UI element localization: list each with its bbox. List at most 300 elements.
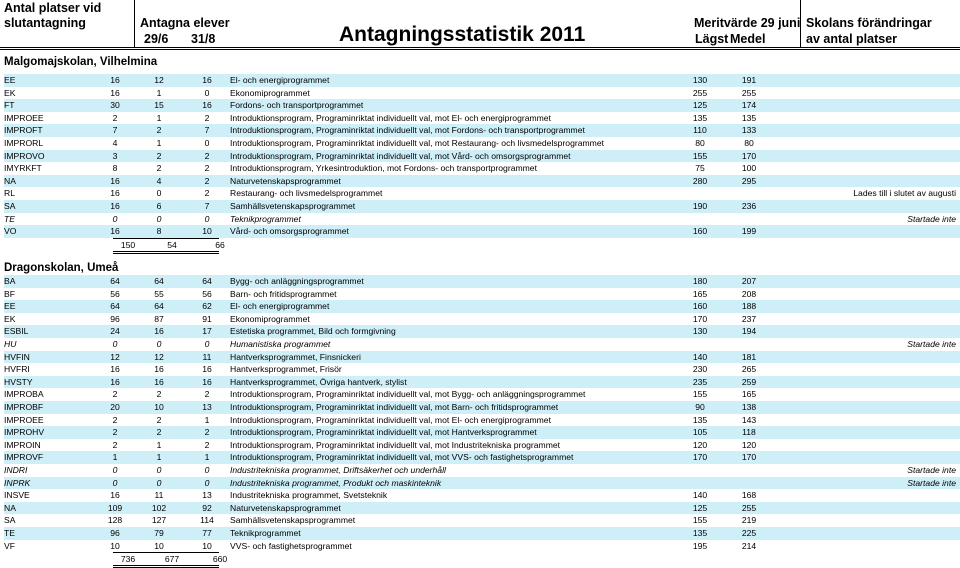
row-code: HVFRI [4, 364, 30, 375]
row-accepted-jun: 16 [154, 364, 164, 375]
row-code: HVSTY [4, 376, 33, 387]
row-places: 0 [112, 213, 118, 224]
table-row [4, 514, 960, 527]
table-row [4, 351, 960, 364]
table-row [4, 388, 960, 401]
row-merit-median: 219 [741, 515, 757, 526]
row-accepted-jun: 10 [154, 540, 164, 551]
row-program: El- och energiprogrammet [230, 301, 330, 312]
row-accepted-aug: 0 [204, 465, 210, 475]
row-merit-lowest: 135 [692, 112, 708, 123]
row-merit-median: 100 [741, 163, 757, 174]
row-accepted-aug: 1 [204, 414, 210, 425]
row-note: Startade inte [907, 477, 956, 488]
row-places: 7 [112, 125, 118, 136]
row-merit-median: 199 [741, 226, 757, 237]
row-merit-median: 181 [741, 351, 757, 362]
row-program: Hantverksprogrammet, Frisör [230, 364, 342, 375]
row-merit-lowest: 155 [692, 515, 708, 526]
row-places: 2 [112, 112, 118, 123]
table-row [4, 376, 960, 389]
school-title: Dragonskolan, Umeå [4, 262, 119, 274]
row-accepted-aug: 2 [204, 188, 210, 199]
row-accepted-jun: 16 [154, 376, 164, 387]
row-accepted-aug: 2 [204, 175, 210, 186]
row-accepted-jun: 10 [154, 402, 164, 412]
header-divider [134, 0, 135, 47]
row-accepted-aug: 17 [202, 326, 212, 337]
row-merit-median: 80 [744, 138, 754, 148]
row-accepted-jun: 1 [156, 87, 162, 98]
row-program: Hantverksprogrammet, Övriga hantverk, stylist [230, 376, 407, 387]
row-merit-lowest: 110 [693, 125, 707, 136]
row-accepted-jun: 0 [156, 339, 162, 349]
row-merit-lowest: 230 [692, 364, 708, 375]
row-accepted-aug: 114 [200, 515, 214, 526]
row-places: 2 [112, 414, 118, 425]
row-merit-lowest: 190 [692, 201, 708, 211]
table-row [4, 363, 960, 376]
row-accepted-jun: 0 [156, 188, 162, 199]
row-places: 30 [110, 100, 120, 111]
row-accepted-aug: 1 [204, 452, 210, 463]
row-places: 0 [112, 339, 118, 349]
header-merit-label: Meritvärde 29 juni [694, 16, 801, 30]
row-code: INDRI [4, 465, 28, 475]
row-places: 16 [110, 201, 120, 211]
row-accepted-aug: 62 [202, 301, 212, 312]
row-code: EK [4, 87, 16, 98]
row-accepted-jun: 1 [156, 452, 162, 463]
row-places: 10 [110, 540, 120, 551]
table-row [4, 187, 960, 200]
row-merit-lowest: 255 [692, 87, 708, 98]
row-merit-median: 170 [741, 452, 757, 463]
row-merit-lowest: 120 [692, 439, 708, 450]
row-accepted-aug: 0 [204, 477, 210, 488]
row-accepted-jun: 0 [156, 465, 162, 475]
row-merit-median: 133 [741, 125, 757, 136]
row-accepted-aug: 64 [202, 276, 212, 286]
header-rule [0, 47, 960, 48]
row-merit-median: 259 [741, 376, 757, 387]
row-merit-lowest: 180 [692, 276, 708, 286]
header-rule-2 [0, 49, 960, 50]
row-accepted-jun: 79 [154, 528, 164, 538]
table-row [4, 338, 960, 351]
row-accepted-jun: 64 [154, 301, 164, 312]
row-code: INSVE [4, 490, 30, 501]
row-code: TE [4, 528, 15, 538]
row-code: IMPROIN [4, 439, 41, 450]
row-accepted-jun: 2 [156, 125, 162, 136]
row-accepted-aug: 16 [202, 364, 212, 375]
row-code: IMPROEE [4, 112, 44, 123]
total-value: 66 [215, 239, 225, 250]
row-places: 0 [112, 465, 118, 475]
row-code: IMPROEE [4, 414, 44, 425]
row-merit-lowest: 170 [692, 452, 708, 463]
table-row [4, 225, 960, 238]
table-row [4, 300, 960, 313]
row-accepted-aug: 16 [202, 75, 212, 85]
row-accepted-aug: 7 [204, 201, 210, 211]
table-row [4, 451, 960, 464]
row-code: EK [4, 313, 16, 324]
row-code: INPRK [4, 477, 31, 488]
row-places: 64 [110, 276, 120, 286]
row-accepted-aug: 56 [202, 288, 212, 299]
table-row [4, 175, 960, 188]
row-program: Introduktionsprogram, Programinriktat individuellt val, mot Industritekniska programmet [230, 439, 561, 450]
row-accepted-jun: 0 [156, 213, 162, 224]
row-merit-lowest: 125 [692, 100, 708, 111]
row-merit-median: 225 [741, 528, 757, 538]
row-places: 16 [110, 226, 120, 237]
row-program: VVS- och fastighetsprogrammet [230, 540, 352, 551]
row-code: HVFIN [4, 351, 30, 362]
row-merit-median: 138 [741, 402, 757, 412]
row-accepted-aug: 2 [204, 427, 210, 438]
row-accepted-aug: 10 [202, 226, 212, 237]
row-note: Startade inte [907, 213, 956, 224]
total-value: 660 [212, 554, 228, 565]
row-merit-lowest: 80 [695, 138, 705, 148]
row-merit-median: 208 [741, 288, 757, 299]
table-row [4, 124, 960, 137]
row-program: Ekonomiprogrammet [230, 313, 310, 324]
row-accepted-aug: 2 [204, 163, 210, 174]
row-places: 128 [107, 515, 123, 526]
row-merit-median: 237 [741, 313, 757, 324]
row-merit-median: 168 [741, 490, 757, 501]
row-code: HU [4, 339, 17, 349]
row-places: 12 [110, 351, 120, 362]
row-accepted-aug: 16 [202, 376, 212, 387]
row-merit-lowest: 130 [692, 75, 708, 85]
row-accepted-jun: 2 [156, 427, 162, 438]
row-merit-median: 265 [741, 364, 757, 375]
row-program: Introduktionsprogram, Programinriktat individuellt val, mot El- och energiprogrammet [230, 414, 551, 425]
row-merit-median: 120 [741, 439, 757, 450]
table-row [4, 137, 960, 150]
row-merit-median: 255 [741, 87, 757, 98]
row-code: VF [4, 540, 15, 551]
row-program: Introduktionsprogram, Programinriktat individuellt val, mot VVS- och fastighetsprogrammet [230, 452, 574, 463]
row-program: Introduktionsprogram, Programinriktat individuellt val, mot Hantverksprogrammet [230, 427, 537, 438]
row-merit-median: 188 [741, 301, 757, 312]
row-code: VO [4, 226, 17, 237]
row-merit-lowest: 235 [692, 376, 708, 387]
table-row [4, 477, 960, 490]
row-places: 3 [112, 150, 118, 161]
row-accepted-aug: 0 [204, 87, 210, 98]
row-merit-median: 165 [741, 389, 757, 400]
row-merit-lowest: 160 [692, 226, 708, 237]
row-code: BA [4, 276, 16, 286]
row-code: NA [4, 175, 16, 186]
table-row [4, 489, 960, 502]
row-accepted-jun: 12 [154, 351, 164, 362]
row-program: Restaurang- och livsmedelsprogrammet [230, 188, 383, 199]
row-accepted-aug: 91 [202, 313, 212, 324]
header-date-1: 29/6 [144, 32, 169, 46]
row-program: Introduktionsprogram, Programinriktat individuellt val, mot Vård- och omsorgsprogrammet [230, 150, 571, 161]
row-program: El- och energiprogrammet [230, 75, 330, 85]
row-places: 8 [112, 163, 118, 174]
row-accepted-jun: 12 [154, 75, 164, 85]
row-program: Fordons- och transportprogrammet [230, 100, 364, 111]
row-merit-lowest: 155 [692, 150, 708, 161]
row-accepted-aug: 2 [204, 439, 210, 450]
row-accepted-aug: 92 [202, 502, 212, 513]
header-places-label: Antal platser vid [4, 1, 102, 15]
row-merit-median: 236 [741, 201, 757, 211]
total-value: 150 [120, 239, 136, 250]
row-merit-lowest: 125 [692, 502, 708, 513]
row-accepted-jun: 6 [156, 201, 162, 211]
row-program: Bygg- och anläggningsprogrammet [230, 276, 364, 286]
row-code: RL [4, 188, 15, 199]
row-places: 16 [110, 87, 120, 98]
row-code: IMPROHV [4, 427, 45, 438]
row-merit-median: 118 [742, 427, 756, 438]
row-program: Humanistiska programmet [230, 339, 331, 349]
row-code: EE [4, 75, 16, 85]
table-row [4, 464, 960, 477]
row-code: IMPROBF [4, 402, 44, 412]
row-merit-median: 135 [741, 112, 757, 123]
row-program: Industritekniska programmet, Produkt och maskinteknik [230, 477, 442, 488]
header-accepted-label: Antagna elever [140, 16, 230, 30]
table-row [4, 288, 960, 301]
table-row [4, 74, 960, 87]
row-merit-lowest: 170 [692, 313, 708, 324]
row-program: Estetiska programmet, Bild och formgivning [230, 326, 396, 337]
header-lowest-label: Lägst [695, 32, 729, 46]
row-accepted-jun: 64 [154, 276, 164, 286]
row-accepted-aug: 16 [202, 100, 212, 111]
row-places: 96 [110, 528, 120, 538]
row-places: 24 [110, 326, 120, 337]
header-places-label-2: slutantagning [4, 16, 86, 30]
row-code: IMYRKFT [4, 163, 42, 174]
row-accepted-aug: 0 [204, 213, 210, 224]
row-accepted-jun: 2 [156, 163, 162, 174]
row-places: 16 [110, 75, 120, 85]
row-merit-median: 295 [741, 175, 757, 186]
row-program: Introduktionsprogram, Programinriktat individuellt val, mot Restaurang- och livsmedelsprogrammet [230, 138, 604, 148]
row-code: EE [4, 301, 16, 312]
row-merit-median: 170 [741, 150, 757, 161]
table-row [4, 150, 960, 163]
row-program: Samhällsvetenskapsprogrammet [230, 201, 356, 211]
row-accepted-aug: 0 [204, 339, 210, 349]
row-places: 16 [110, 364, 120, 375]
row-merit-lowest: 75 [695, 163, 705, 174]
row-accepted-aug: 7 [204, 125, 210, 136]
total-value: 736 [120, 554, 136, 565]
row-merit-lowest: 130 [692, 326, 708, 337]
table-row [4, 426, 960, 439]
row-accepted-jun: 102 [151, 502, 167, 513]
row-accepted-jun: 15 [154, 100, 164, 111]
row-program: Hantverksprogrammet, Finsnickeri [230, 351, 361, 362]
table-row [4, 275, 960, 288]
row-places: 16 [110, 376, 120, 387]
table-row [4, 200, 960, 213]
table-row [4, 99, 960, 112]
row-accepted-jun: 4 [156, 175, 162, 186]
row-merit-median: 214 [741, 540, 757, 551]
row-program: Ekonomiprogrammet [230, 87, 310, 98]
table-row [4, 527, 960, 540]
row-program: Industritekniska programmet, Driftsäkerhet och underhåll [230, 465, 446, 475]
school-title: Malgomajskolan, Vilhelmina [4, 56, 158, 68]
row-places: 109 [107, 502, 123, 513]
row-accepted-jun: 1 [156, 112, 162, 123]
row-code: SA [4, 201, 16, 211]
table-row [4, 414, 960, 427]
header-median-label: Medel [730, 32, 766, 46]
table-row [4, 213, 960, 226]
header-date-2: 31/8 [191, 32, 216, 46]
row-merit-lowest: 160 [692, 301, 708, 312]
row-note: Startade inte [907, 465, 956, 475]
row-places: 56 [110, 288, 120, 299]
row-code: BF [4, 288, 15, 299]
row-merit-lowest: 155 [692, 389, 708, 400]
table-row [4, 439, 960, 452]
table-row [4, 87, 960, 100]
row-program: Introduktionsprogram, Programinriktat individuellt val, mot Barn- och fritidsprogrammet [230, 402, 559, 412]
row-program: Samhällsvetenskapsprogrammet [230, 515, 356, 526]
row-merit-median: 207 [741, 276, 757, 286]
row-code: IMPROVO [4, 150, 45, 161]
row-places: 2 [112, 427, 118, 438]
row-code: IMPRORL [4, 138, 44, 148]
row-accepted-jun: 2 [156, 150, 162, 161]
row-program: Naturvetenskapsprogrammet [230, 502, 341, 513]
row-accepted-aug: 2 [204, 389, 210, 400]
table-row [4, 313, 960, 326]
row-code: IMPROFT [4, 125, 43, 136]
row-places: 1 [112, 452, 118, 463]
row-merit-lowest: 140 [692, 351, 708, 362]
row-accepted-jun: 55 [154, 288, 164, 299]
row-code: TE [4, 213, 15, 224]
total-value: 54 [167, 239, 177, 250]
row-merit-lowest: 280 [692, 175, 708, 186]
row-places: 64 [110, 301, 120, 312]
header-change-label: Skolans förändringar [806, 16, 932, 30]
row-code: IMPROVF [4, 452, 44, 463]
table-row [4, 540, 960, 553]
table-row [4, 112, 960, 125]
row-program: Barn- och fritidsprogrammet [230, 288, 337, 299]
row-program: Industritekniska programmet, Svetsteknik [230, 490, 388, 501]
row-accepted-aug: 0 [204, 138, 210, 148]
header-change-label-2: av antal platser [806, 32, 898, 46]
row-places: 16 [110, 188, 120, 199]
row-accepted-jun: 16 [154, 326, 164, 337]
row-places: 16 [110, 175, 120, 186]
row-program: Introduktionsprogram, Programinriktat individuellt val, mot Fordons- och transportprogrammet [230, 125, 585, 136]
totals-row [113, 238, 225, 254]
row-accepted-aug: 10 [202, 540, 212, 551]
table-row [4, 401, 960, 414]
row-accepted-aug: 2 [204, 112, 210, 123]
row-accepted-jun: 2 [156, 389, 162, 400]
page-title: Antagningsstatistik 2011 [339, 23, 586, 46]
row-places: 2 [112, 439, 118, 450]
header-divider-2 [800, 0, 801, 47]
row-note: Startade inte [907, 339, 956, 349]
row-merit-median: 174 [741, 100, 757, 111]
row-merit-lowest: 195 [692, 540, 708, 551]
row-accepted-aug: 13 [202, 402, 212, 412]
row-program: Naturvetenskapsprogrammet [230, 175, 341, 186]
row-merit-lowest: 135 [692, 528, 708, 538]
row-merit-median: 191 [741, 75, 757, 85]
row-merit-median: 194 [741, 326, 757, 337]
totals-row [113, 552, 228, 568]
row-code: NA [4, 502, 16, 513]
row-accepted-aug: 11 [202, 351, 212, 362]
row-accepted-jun: 8 [156, 226, 162, 237]
row-merit-lowest: 105 [692, 427, 708, 438]
row-places: 4 [112, 138, 118, 148]
row-accepted-aug: 77 [202, 528, 212, 538]
row-program: Introduktionsprogram, Programinriktat individuellt val, mot Bygg- och anläggningsprogrammet [230, 389, 586, 400]
row-places: 0 [112, 477, 118, 488]
row-places: 20 [110, 402, 120, 412]
row-accepted-aug: 2 [204, 150, 210, 161]
row-program: Introduktionsprogram, Yrkesintroduktion, mot Fordons- och transportprogrammet [230, 163, 537, 174]
row-program: Teknikprogrammet [230, 528, 301, 538]
table-row [4, 502, 960, 515]
table-row [4, 325, 960, 338]
row-accepted-jun: 87 [154, 313, 164, 324]
row-program: Teknikprogrammet [230, 213, 301, 224]
row-code: SA [4, 515, 16, 526]
row-program: Vård- och omsorgsprogrammet [230, 226, 349, 237]
row-merit-median: 143 [741, 414, 757, 425]
row-merit-lowest: 90 [695, 402, 705, 412]
row-code: IMPROBA [4, 389, 44, 400]
row-accepted-aug: 13 [202, 490, 212, 501]
row-merit-lowest: 140 [692, 490, 708, 501]
total-value: 677 [164, 554, 180, 565]
row-code: ESBIL [4, 326, 29, 337]
row-places: 16 [110, 490, 120, 501]
row-accepted-jun: 127 [151, 515, 167, 526]
row-merit-median: 255 [741, 502, 757, 513]
row-merit-lowest: 165 [692, 288, 708, 299]
row-accepted-jun: 11 [154, 490, 164, 501]
row-code: FT [4, 100, 15, 111]
row-places: 96 [110, 313, 120, 324]
row-places: 2 [112, 389, 118, 400]
row-accepted-jun: 1 [156, 439, 162, 450]
row-accepted-jun: 1 [156, 138, 162, 148]
row-merit-lowest: 135 [692, 414, 708, 425]
row-program: Introduktionsprogram, Programinriktat individuellt val, mot El- och energiprogrammet [230, 112, 551, 123]
row-note: Lades till i slutet av augusti [853, 188, 956, 199]
row-accepted-jun: 2 [156, 414, 162, 425]
table-row [4, 162, 960, 175]
row-accepted-jun: 0 [156, 477, 162, 488]
